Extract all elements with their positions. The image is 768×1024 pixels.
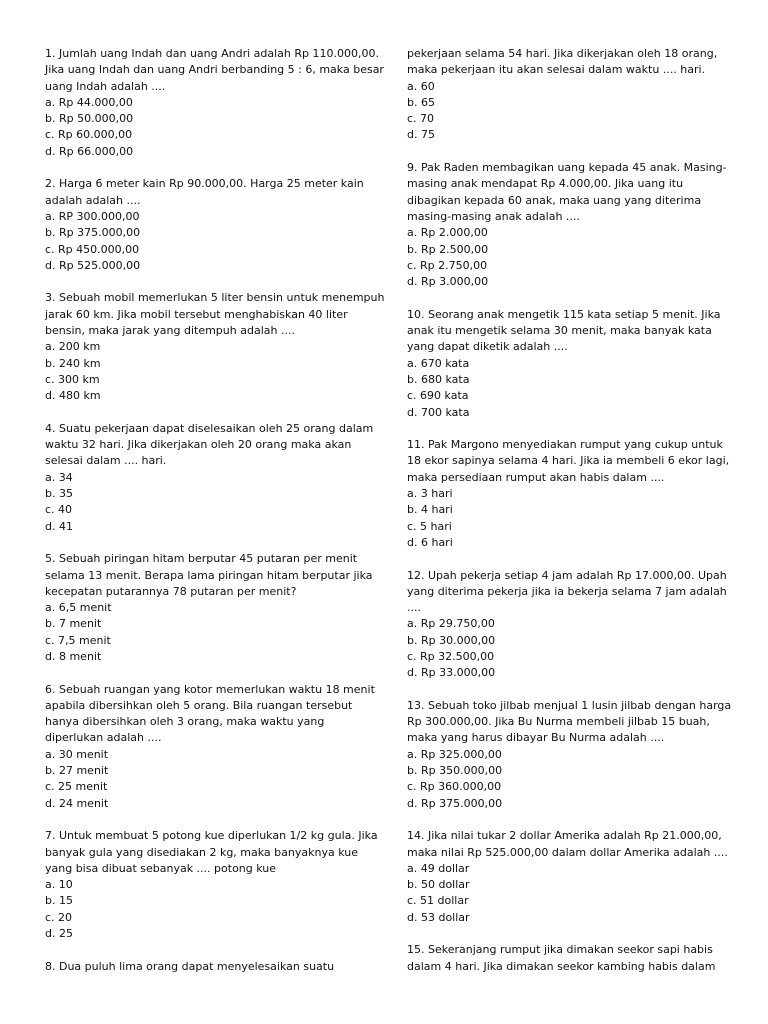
question-2 [45,176,385,274]
question-6 [45,682,385,812]
option-d: d. 8 menit [45,649,102,663]
option-c: c. 40 [45,503,73,517]
question-text: pekerjaan selama 54 hari. Jika dikerjakan oleh 18 orang, maka pekerjaan itu akan selesai dalam waktu .... hari. [407,47,718,77]
option-c: c. 7,5 menit [45,633,111,647]
option-d: d. Rp 375.000,00 [407,796,503,810]
option-d: d. 480 km [45,389,101,403]
option-b: b. 7 menit [45,617,102,631]
option-a: a. RP 300.000,00 [45,209,140,223]
question-text: 6. Sebuah ruangan yang kotor memerlukan waktu 18 menit apabila dibersihkan oleh 5 orang. Bila ruangan tersebut hanya dibersihkan oleh 3 orang, maka waktu yang diperlukan adalah .... [45,682,375,745]
option-a: a. Rp 2.000,00 [407,226,488,240]
option-b: b. 65 [407,95,435,109]
question-text: 4. Suatu pekerjaan dapat diselesaikan oleh 25 orang dalam waktu 32 hari. Jika dikerjakan oleh 20 orang maka akan selesai dalam .... hari. [45,421,374,468]
question-5 [45,551,385,665]
option-c: c. 300 km [45,372,100,386]
option-b: b. 15 [45,894,73,908]
option-a: a. 200 km [45,340,101,354]
right-column [407,46,737,975]
question-13 [407,698,737,812]
option-d: d. 41 [45,519,73,533]
question-text: 11. Pak Margono menyediakan rumput yang cukup untuk 18 ekor sapinya selama 4 hari. Jika ia membeli 6 ekor lagi, maka persediaan rumput akan habis dalam .... [407,438,730,484]
option-d: d. 75 [407,128,435,142]
option-a: a. 10 [45,878,73,892]
question-7 [45,828,385,942]
option-a: a. Rp 44.000,00 [45,95,133,109]
question-9 [407,160,737,290]
option-a: a. 60 [407,79,435,93]
option-d: d. 6 hari [407,535,453,549]
option-a: a. 34 [45,470,73,484]
option-c: c. Rp 60.000,00 [45,128,133,142]
question-11 [407,437,737,551]
option-d: d. Rp 3.000,00 [407,275,489,289]
left-column [45,46,385,975]
option-c: c. 20 [45,910,73,924]
option-d: d. Rp 525.000,00 [45,258,141,272]
question-14 [407,828,737,926]
question-15-start: 15. Sekeranjang rumput jika dimakan seekor sapi habis dalam 4 hari. Jika dimakan seekor kambing habis dalam [407,943,716,973]
option-a: a. 49 dollar [407,861,470,875]
question-text: 14. Jika nilai tukar 2 dollar Amerika adalah Rp 21.000,00, maka nilai Rp 525.000,00 dalam dollar Amerika adalah .... [407,829,728,859]
question-text: 1. Jumlah uang Indah dan uang Andri adalah Rp 110.000,00. Jika uang Indah dan uang Andri berbanding 5 : 6, maka besar uang Indah adalah .... [45,47,384,93]
question-text: 7. Untuk membuat 5 potong kue diperlukan 1/2 kg gula. Jika banyak gula yang disediakan 2 kg, maka banyaknya kue yang bisa dibuat sebanyak .... potong kue [45,829,378,875]
option-d: d. Rp 66.000,00 [45,144,134,158]
question-3 [45,290,385,404]
option-b: b. Rp 2.500,00 [407,242,489,256]
option-b: b. Rp 30.000,00 [407,633,496,647]
option-b: b. 35 [45,487,73,501]
option-b: b. 4 hari [407,503,453,517]
question-text: 2. Harga 6 meter kain Rp 90.000,00. Harga 25 meter kain adalah adalah .... [45,177,364,207]
option-b: b. 50 dollar [407,878,470,892]
option-a: a. 670 kata [407,356,470,370]
question-12 [407,568,737,682]
question-1 [45,46,385,160]
option-a: a. Rp 29.750,00 [407,617,495,631]
option-a: a. 6,5 menit [45,601,112,615]
question-8-continued [407,46,737,144]
option-c: c. 51 dollar [407,894,469,908]
question-text: 10. Seorang anak mengetik 115 kata setiap 5 menit. Jika anak itu mengetik selama 30 menit, maka banyak kata yang dapat diketik adalah .... [407,307,721,354]
option-c: c. 690 kata [407,389,469,403]
option-c: c. Rp 2.750,00 [407,258,488,272]
question-8-start: 8. Dua puluh lima orang dapat menyelesaikan suatu [45,959,335,973]
question-text: 5. Sebuah piringan hitam berputar 45 putaran per menit selama 13 menit. Berapa lama piringan hitam berputar jika kecepatan putarannya 78 putaran per menit? [45,552,373,598]
option-b: b. 680 kata [407,372,470,386]
question-text: 9. Pak Raden membagikan uang kepada 45 anak. Masing-masing anak mendapat Rp 4.000,00. Jika uang itu dibagikan kepada 60 anak, maka uang yang diterima masing-masing anak adalah .... [407,161,727,223]
option-a: a. Rp 325.000,00 [407,747,502,761]
option-c: c. Rp 32.500,00 [407,649,495,663]
option-b: b. Rp 50.000,00 [45,112,134,126]
option-d: d. 25 [45,927,73,941]
option-a: a. 30 menit [45,747,109,761]
option-c: c. 25 menit [45,780,108,794]
option-c: c. Rp 360.000,00 [407,780,502,794]
option-b: b. Rp 350.000,00 [407,764,503,778]
question-10 [407,307,737,421]
option-c: c. 70 [407,112,435,126]
option-c: c. 5 hari [407,519,452,533]
option-c: c. Rp 450.000,00 [45,242,140,256]
option-d: d. 700 kata [407,405,470,419]
option-b: b. 240 km [45,356,101,370]
question-4 [45,421,385,535]
option-a: a. 3 hari [407,487,453,501]
question-text: 12. Upah pekerja setiap 4 jam adalah Rp 17.000,00. Upah yang diterima pekerja jika ia bekerja selama 7 jam adalah .... [407,568,727,615]
question-text: 3. Sebuah mobil memerlukan 5 liter bensin untuk menempuh jarak 60 km. Jika mobil tersebut menghabiskan 40 liter bensin, maka jarak yang ditempuh adalah .... [45,291,385,338]
question-text: 13. Sebuah toko jilbab menjual 1 lusin jilbab dengan harga Rp 300.000,00. Jika Bu Nurma membeli jilbab 15 buah, maka yang harus dibayar Bu Nurma adalah .... [407,698,732,745]
option-d: d. 53 dollar [407,910,470,924]
option-d: d. Rp 33.000,00 [407,666,496,680]
option-b: b. Rp 375.000,00 [45,226,141,240]
option-b: b. 27 menit [45,764,109,778]
option-d: d. 24 menit [45,796,109,810]
